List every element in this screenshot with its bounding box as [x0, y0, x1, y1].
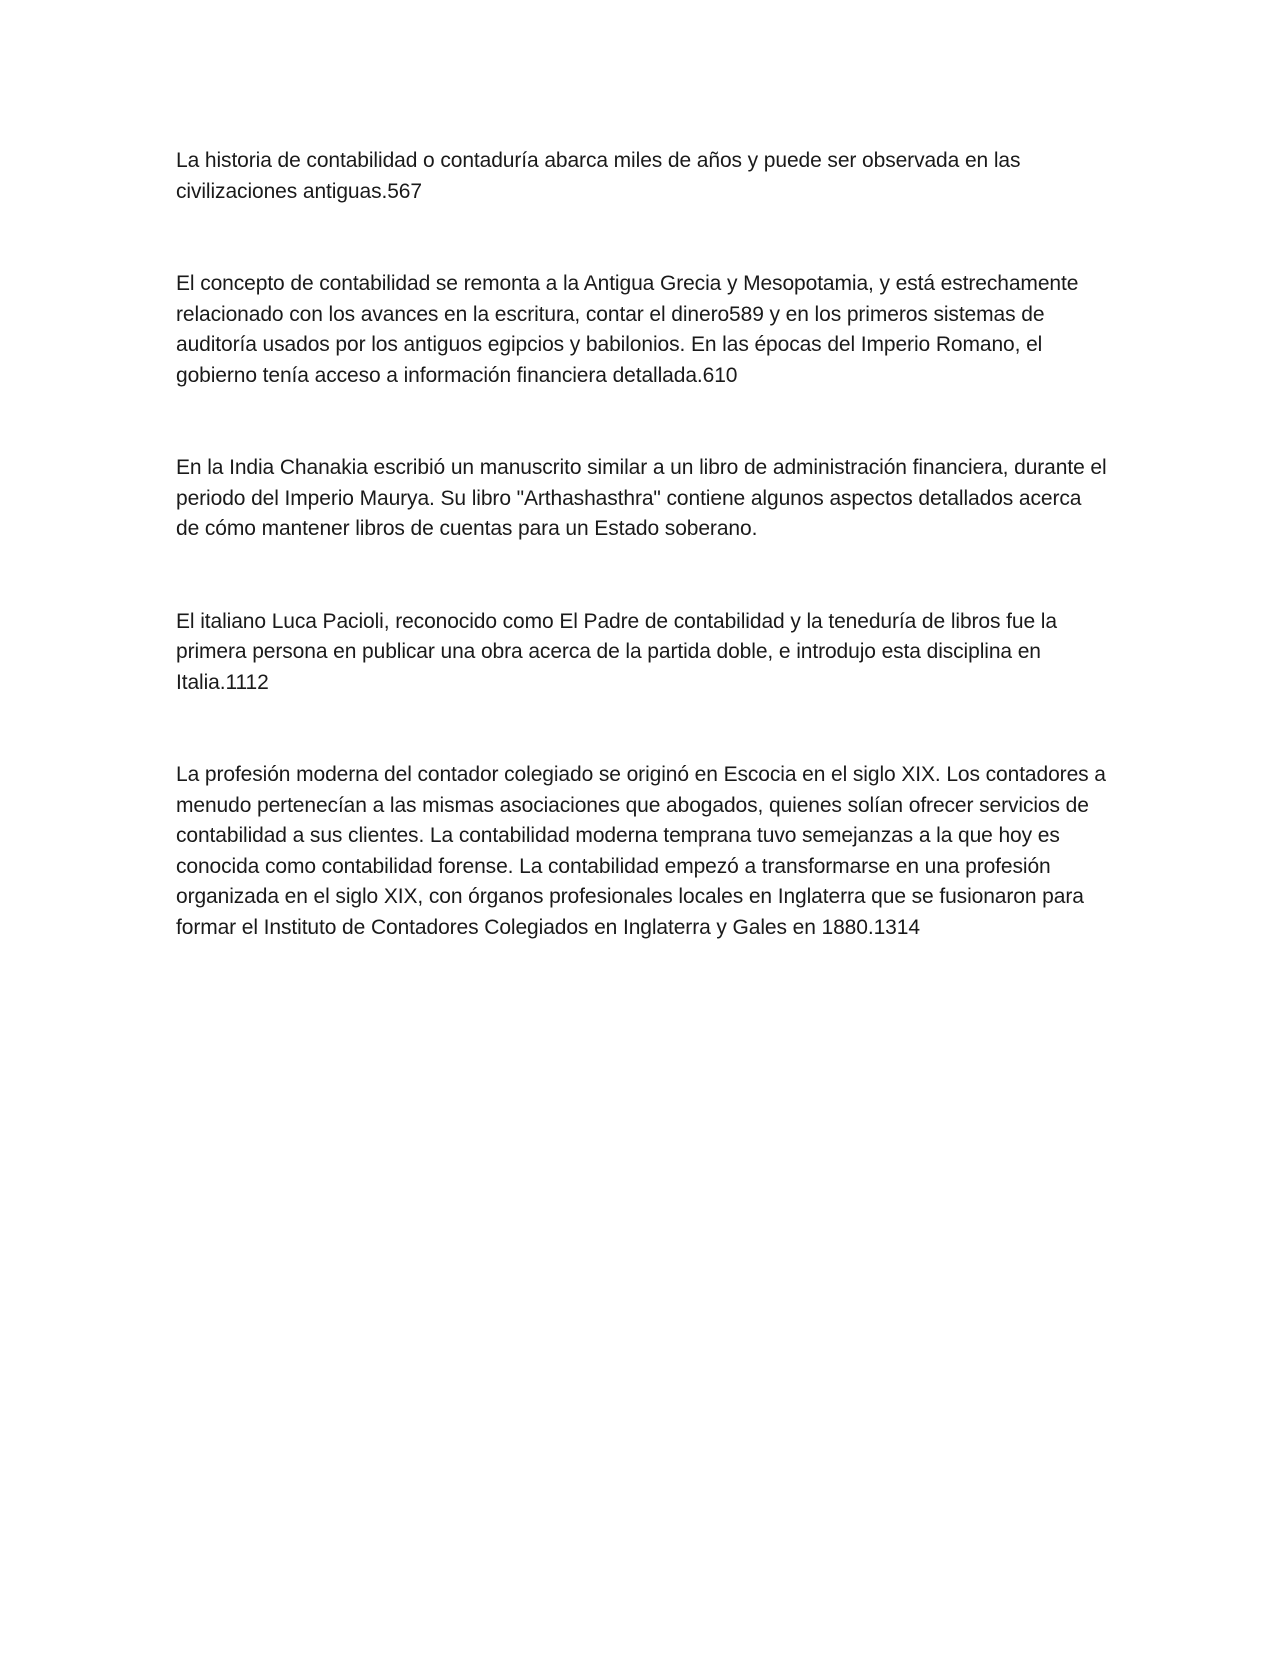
document-body	[176, 146, 1110, 943]
paragraph-india: En la India Chanakia escribió un manuscrito similar a un libro de administración financiera, durante el periodo del Imperio Maurya. Su libro "Arthashasthra" contiene algunos aspectos detallados acerca de cómo mantener libros de cuentas para un Estado soberano.	[176, 456, 1107, 540]
paragraph-intro: La historia de contabilidad o contaduría abarca miles de años y puede ser observada en las civilizaciones antiguas.567	[176, 149, 1021, 203]
paragraph-pacioli: El italiano Luca Pacioli, reconocido como El Padre de contabilidad y la teneduría de libros fue la primera persona en publicar una obra acerca de la partida doble, e introdujo esta disciplina en Italia.1112	[176, 609, 1057, 694]
paragraph-modern-profession: La profesión moderna del contador colegiado se originó en Escocia en el siglo XIX. Los contadores a menudo pertenecían a las mismas asociaciones que abogados, quienes solían ofrecer servicios de contabilidad a sus clientes. La contabilidad moderna temprana tuvo semejanzas a la que hoy es conocida como contabilidad forense. La contabilidad empezó a transformarse en una profesión organizada en el siglo XIX, con órganos profesionales locales en Inglaterra que se fusionaron para formar el Instituto de Contadores Colegiados en Inglaterra y Gales en 1880.1314	[176, 763, 1106, 939]
paragraph-origins: El concepto de contabilidad se remonta a la Antigua Grecia y Mesopotamia, y está estrechamente relacionado con los avances en la escritura, contar el dinero589 y en los primeros sistemas de auditoría usados por los antiguos egipcios y babilonios. En las épocas del Imperio Romano, el gobierno tenía acceso a información financiera detallada.610	[176, 272, 1079, 387]
